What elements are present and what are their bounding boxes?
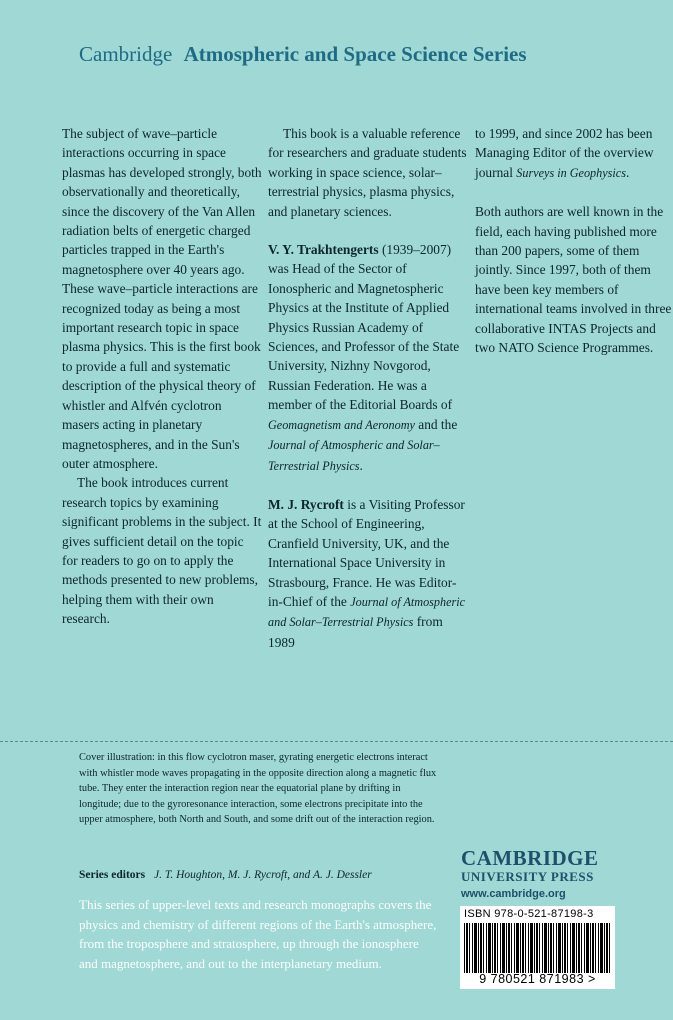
rycroft-text: is a Visiting Professor at the School of Engineering, Cranfield University, UK, and the International Space University in Strasbourg, France. He was Editor-in-Chief of the <box>268 496 465 609</box>
journal-surveys: Surveys in Geophysics <box>516 165 626 180</box>
series-editors-label: Series editors <box>79 869 146 881</box>
rycroft-tail: from 1989 <box>268 614 443 650</box>
text-column-3 <box>475 124 673 357</box>
cover-illustration-caption: Cover illustration: in this flow cyclotron maser, gyrating energetic electrons interact with whistler mode waves propagating in the opposite direction along a magnetic flux tube. They enter the interaction region near the equatorial plane by drifting in longitude; due to the gyroresonance interaction, some electrons precipitate into the upper atmosphere, both North and South, and some drift out of the interaction region. <box>79 752 437 825</box>
barcode-number: 9 780521 871983 > <box>479 972 596 986</box>
series-title: Atmospheric and Space Science Series <box>183 42 527 66</box>
publisher-name: Cambridge <box>79 42 173 66</box>
trakhtengerts-end: . <box>359 457 363 473</box>
trakhtengerts-text: (1939–2007) was Head of the Sector of Ionospheric and Magnetospheric Physics at the Institute of Applied Physics Russian Academy of Sciences, and Professor of the State University, Nizhny Novgorod, Russian Federation. He was a member of the Editorial Boards of <box>268 242 460 413</box>
publisher-url: www.cambridge.org <box>461 888 566 900</box>
publisher-logo-line1: CAMBRIDGE <box>461 846 599 870</box>
rycroft-bio <box>268 495 468 652</box>
author-name-rycroft: M. J. Rycroft <box>268 496 344 512</box>
rycroft-cont-end: . <box>625 164 630 180</box>
publisher-logo-line2: UNIVERSITY PRESS <box>461 869 594 884</box>
author-name-trakhtengerts: V. Y. Trakhtengerts <box>268 242 379 258</box>
trakhtengerts-and: and the <box>414 416 458 432</box>
dashed-divider <box>0 741 673 742</box>
authors-paragraph: Both authors are well known in the field, each having published more than 200 papers, some of them jointly. Since 1997, both of them have been key members of international teams involved in three collaborative INTAS Projects and two NATO Science Programmes. <box>475 204 672 356</box>
text-column-2 <box>268 124 468 652</box>
series-description: This series of upper-level texts and research monographs covers the physics and chemistry of different regions of the Earth's atmosphere, from the troposphere and stratosphere, up through the ionosphere and magnetosphere, and out to the interplanetary medium. <box>79 897 437 971</box>
isbn-text: ISBN 978-0-521-87198-3 <box>464 908 594 920</box>
journal-geomagnetism: Geomagnetism and Aeronomy <box>268 417 415 432</box>
barcode-icon <box>464 923 611 973</box>
series-editors <box>79 869 372 881</box>
series-header <box>79 42 527 67</box>
rycroft-bio-continued <box>475 124 673 183</box>
rycroft-cont-text: to 1999, and since 2002 has been Managing Editor of the overview journal <box>475 126 654 180</box>
barcode-panel <box>460 906 615 989</box>
series-editors-names: J. T. Houghton, M. J. Rycroft, and A. J. Dessler <box>153 869 372 881</box>
intro-paragraph: The subject of wave–particle interactions occurring in space plasmas has developed strongly, both observationally and theoretically, since the discovery of the Van Allen radiation belts of energetic charged particles trapped in the Earth's magnetosphere over 40 years ago. These wave–particle interactions are recognized today as being a most important research topic in space plasma physics. This is the first book to provide a full and systematic description of the physical theory of whistler and Alfvén cyclotron masers acting in planetary magnetospheres, and in the Sun's outer atmosphere. <box>62 126 262 471</box>
text-column-1 <box>62 124 262 629</box>
journal-atmospheric-2: Journal of Atmospheric and Solar–Terrestrial Physics <box>268 594 466 630</box>
trakhtengerts-bio <box>268 240 468 476</box>
journal-atmospheric: Journal of Atmospheric and Solar–Terrestrial Physics <box>268 438 440 473</box>
research-paragraph: The book introduces current research topics by examining significant problems in the subject. It gives sufficient detail on the topic for readers to go on to apply the methods presented to new problems, helping them with their own research. <box>62 475 262 627</box>
reference-paragraph: This book is a valuable reference for researchers and graduate students working in space science, solar–terrestrial physics, plasma physics, and planetary sciences. <box>268 126 467 219</box>
